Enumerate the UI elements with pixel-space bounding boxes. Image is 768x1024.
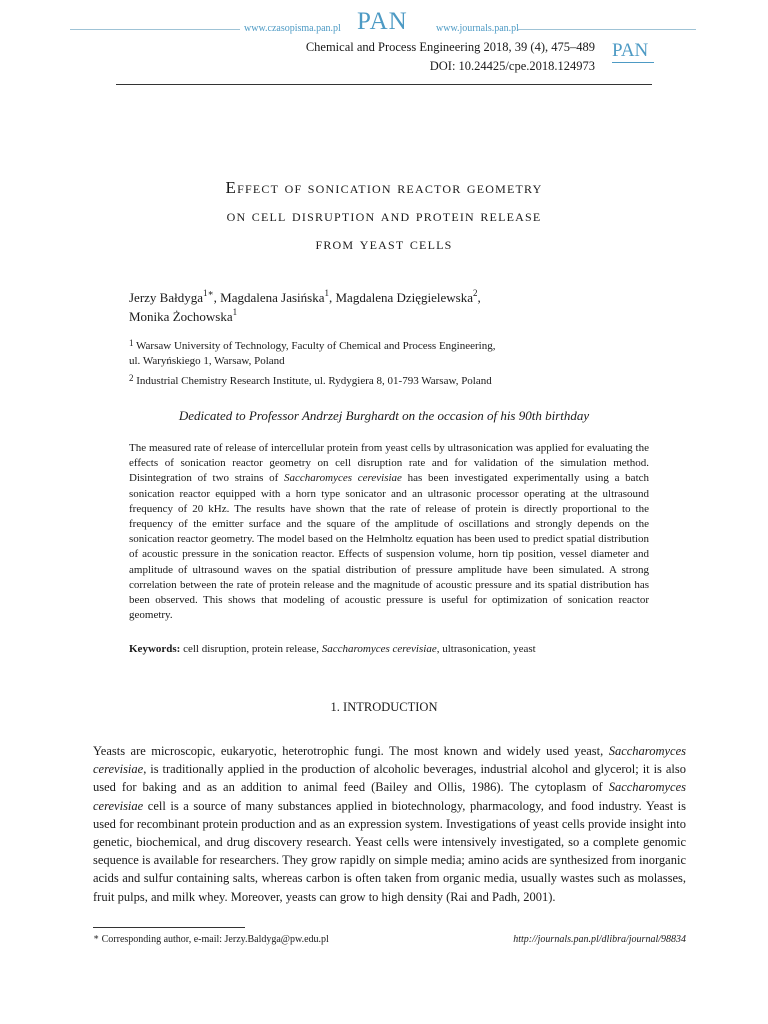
- paper-title-line-1: Effect of sonication reactor geometry: [225, 178, 543, 197]
- author-3-tail: ,: [477, 290, 481, 305]
- keywords-species: Saccharomyces cerevisiae: [321, 643, 437, 655]
- header-url-left[interactable]: www.czasopisma.pan.pl: [244, 23, 341, 34]
- footnote-rule: [93, 927, 245, 928]
- dedication: Dedicated to Professor Andrzej Burghardt on the occasion of his 90th birthday: [178, 408, 590, 423]
- author-2-sup: 1: [324, 288, 329, 298]
- author-3-sup: 2: [473, 288, 478, 298]
- affiliation-1-line-2: ul. Waryńskiego 1, Warsaw, Poland: [129, 355, 285, 367]
- authors-line-2: [129, 309, 237, 325]
- author-3: , Magdalena Dzięgielewska: [328, 290, 474, 305]
- journal-citation: Chemical and Process Engineering 2018, 39 (4), 475–489: [305, 40, 595, 54]
- author-4-sup: 1: [232, 307, 238, 317]
- intro-text-1: Yeasts are microscopic, eukaryotic, heterotrophic fungi. The most known and widely used yeast,: [93, 744, 609, 758]
- keywords-part-1: cell disruption, protein release,: [180, 643, 322, 655]
- doi: DOI: 10.24425/cpe.2018.124973: [429, 59, 595, 73]
- intro-text-2: , is traditionally applied in the production of alcoholic beverages, industrial alcohol and glycerol; it is also used for baking and as an addition to animal feed (Bailey and Ollis, 1986). The cytoplasm of: [93, 762, 686, 795]
- aff-1-sup: 1: [129, 338, 134, 348]
- intro-species-2: Saccharomyces cerevisiae: [93, 780, 686, 813]
- affiliation-2: [129, 375, 492, 387]
- abstract-species: Saccharomyces cerevisiae: [284, 472, 402, 485]
- author-1-sup: 1∗: [203, 288, 214, 298]
- abstract-text-2: has been investigated experimentally using a batch sonication reactor equipped with a horn type sonicator and an ultrasonic processor operating at the ultrasound frequency of 20 kHz. The results have shown that the rate of release of protein is directly proportional to the frequency of the emitter surface and the square of the amplitude of oscillations and strongly depends on the sonication reactor geometry. The model based on the Helmholtz equation has been used to predict spatial distribution of acoustic pressure in the sonication reactor. Effects of suspension volume, horn tip position, vessel diameter and amplitude of ultrasound waves on the spatial distribution of pressure amplitude have been simulated. A strong correlation between the rate of protein release and the magnitude of acoustic pressure and its spatial distribution has been observed. This shows that modeling of acoustic pressure is useful for optimization of sonication reactor geometry.: [129, 472, 650, 622]
- header-divider: [116, 84, 652, 85]
- aff-2-text: Industrial Chemistry Research Institute, ul. Rydygiera 8, 01-793 Warsaw, Poland: [133, 375, 492, 387]
- header-rule-right: [518, 29, 696, 30]
- footer-url[interactable]: http://journals.pan.pl/dlibra/journal/98834: [513, 934, 686, 945]
- pan-logo: PAN: [357, 8, 408, 35]
- affiliation-1-line-1: [129, 340, 495, 352]
- section-heading-introduction: 1. INTRODUCTION: [330, 700, 438, 714]
- paper-title-line-2: on cell disruption and protein release: [226, 206, 542, 225]
- abstract-text-1: The measured rate of release of intercellular protein from yeast cells by ultrasonication was applied for evaluating the effects of sonication reactor geometry on cell disruption rate and for validation of the simulation method. Disintegration of two strains of: [129, 442, 649, 485]
- footnote-mark: ∗: [93, 932, 100, 942]
- introduction-paragraph: [93, 742, 686, 906]
- keywords-part-3: , ultrasonication, yeast: [436, 643, 536, 655]
- aff-2-sup: 2: [129, 373, 134, 383]
- author-4: Monika Żochowska: [129, 309, 233, 324]
- paper-title-line-3: from yeast cells: [315, 234, 453, 253]
- header-rule-left: [70, 29, 240, 30]
- footnote: [93, 934, 329, 945]
- aff-1-text: Warsaw University of Technology, Faculty of Chemical and Process Engineering,: [133, 340, 496, 352]
- keywords: [129, 643, 649, 655]
- author-1: Jerzy Bałdyga: [129, 290, 204, 305]
- author-2: , Magdalena Jasińska: [213, 290, 325, 305]
- authors-line-1: [129, 290, 481, 306]
- header-url-right[interactable]: www.journals.pan.pl: [436, 23, 519, 34]
- pan-logo-right: PAN: [612, 40, 649, 61]
- intro-text-3: cell is a source of many substances applied in biotechnology, pharmacology, and food industry. Yeast is used for recombinant protein production and as an expression system. Investigations of yeast cells provide insight into genetic, biochemical, and drug discovery research. Yeast cells were intensively investigated, so a complete genomic sequence is available for researchers. They grow rapidly on simple media; amino acids are synthesized from inorganic acids and sulfur containing salts, whereas carbon is often taken from organic media, usually wastes such as molasses, fruit pulps, and milk whey. Moreover, yeasts can grow to high density (Rai and Padh, 2001).: [93, 798, 686, 904]
- pan-logo-right-underline: [612, 62, 654, 69]
- footnote-text: Corresponding author, e-mail: Jerzy.Baldyga@pw.edu.pl: [99, 934, 329, 945]
- abstract: [129, 441, 649, 623]
- intro-species-1: Saccharomyces cerevisiae: [93, 744, 686, 777]
- keywords-label: Keywords:: [129, 643, 181, 655]
